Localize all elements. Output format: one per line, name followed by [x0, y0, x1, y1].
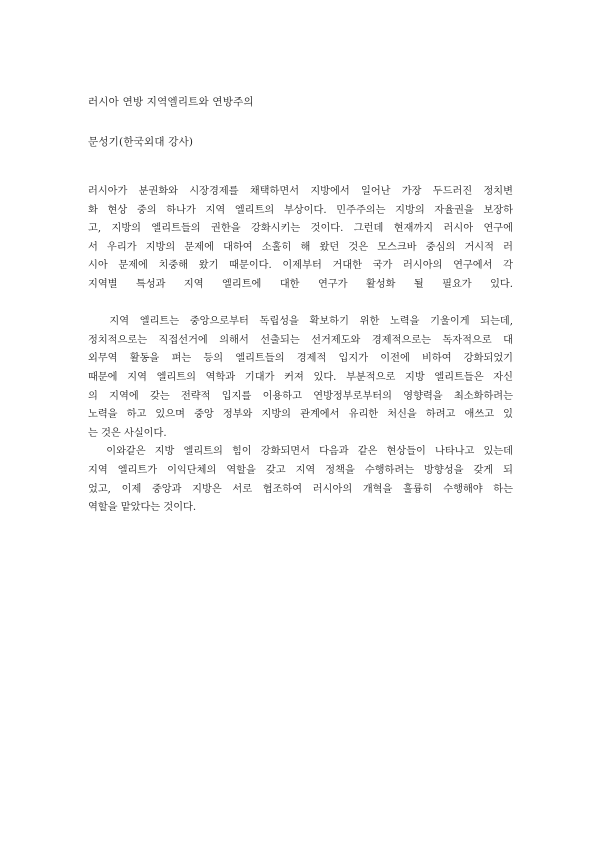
paragraph-line: 서 우리가 지방의 문제에 대하여 소홀히 해 왔던 것은 모스크바 중심의 거시적 러 — [88, 241, 513, 253]
document-body — [88, 183, 513, 518]
paragraph-line: 지역 엘리트는 중앙으로부터 독립성을 확보하기 위한 노력을 기울이게 되는데, — [88, 316, 513, 328]
paragraph-line: 시아 문제에 치중해 왔기 때문이다. 이제부터 거대한 국가 러시아의 연구에서 각 — [88, 260, 513, 272]
paragraph-line: 고, 지방의 엘리트들의 권한을 강화시키는 것이다. 그런데 현재까지 러시아 연구에 — [88, 223, 513, 235]
paragraph-1 — [88, 183, 513, 295]
paragraph-line: 노력을 하고 있으며 중앙 정부와 지방의 관계에서 유리한 처신을 하려고 애쓰고 있 — [88, 409, 513, 421]
paragraph-2 — [88, 313, 513, 443]
paragraph-line: 때문에 지역 엘리트의 역학과 기대가 커져 있다. 부분적으로 지방 엘리트들은 자신 — [88, 371, 513, 383]
document-author: 문성기(한국외대 강사) — [88, 136, 194, 148]
paragraph-line: 화 현상 중의 하나가 지역 엘리트의 부상이다. 민주주의는 지방의 자율권을 보장하 — [88, 204, 513, 216]
paragraph-line: 었고, 이제 중앙과 지방은 서로 협조하여 러시아의 개혁을 훌륭히 수행해야 하는 — [88, 483, 513, 495]
paragraph-line: 정치적으로는 직접선거에 의해서 선출되는 선거제도와 경제적으로는 독자적으로 대 — [88, 334, 513, 346]
paragraph-line: 의 지역에 갖는 전략적 입지를 이용하고 연방정부로부터의 영향력을 최소화하려는 — [88, 390, 513, 402]
paragraph-line: 지역별 특성과 지역 엘리트에 대한 연구가 활성화 될 필요가 있다. — [88, 278, 513, 290]
paragraph-line: 역할을 맡았다는 것이다. — [88, 502, 197, 514]
paragraph-line: 지역 엘리트가 이익단체의 역할을 갖고 지역 정책을 수행하려는 방향성을 갖게 되 — [88, 464, 513, 476]
paragraph-line: 이와같은 지방 엘리트의 힘이 강화되면서 다음과 같은 현상들이 나타나고 있는데 — [88, 446, 513, 458]
document-title: 러시아 연방 지역엘리트와 연방주의 — [88, 96, 254, 108]
paragraph-line: 외무역 활동을 펴는 등의 엘리트들의 경제적 입지가 이전에 비하여 강화되었기 — [88, 353, 513, 365]
paragraph-gap — [88, 295, 513, 314]
paragraph-line: 는 것은 사실이다. — [88, 427, 167, 439]
paragraph-line: 러시아가 분권화와 시장경제를 채택하면서 지방에서 일어난 가장 두드러진 정치변 — [88, 186, 513, 197]
paragraph-3 — [88, 443, 513, 517]
